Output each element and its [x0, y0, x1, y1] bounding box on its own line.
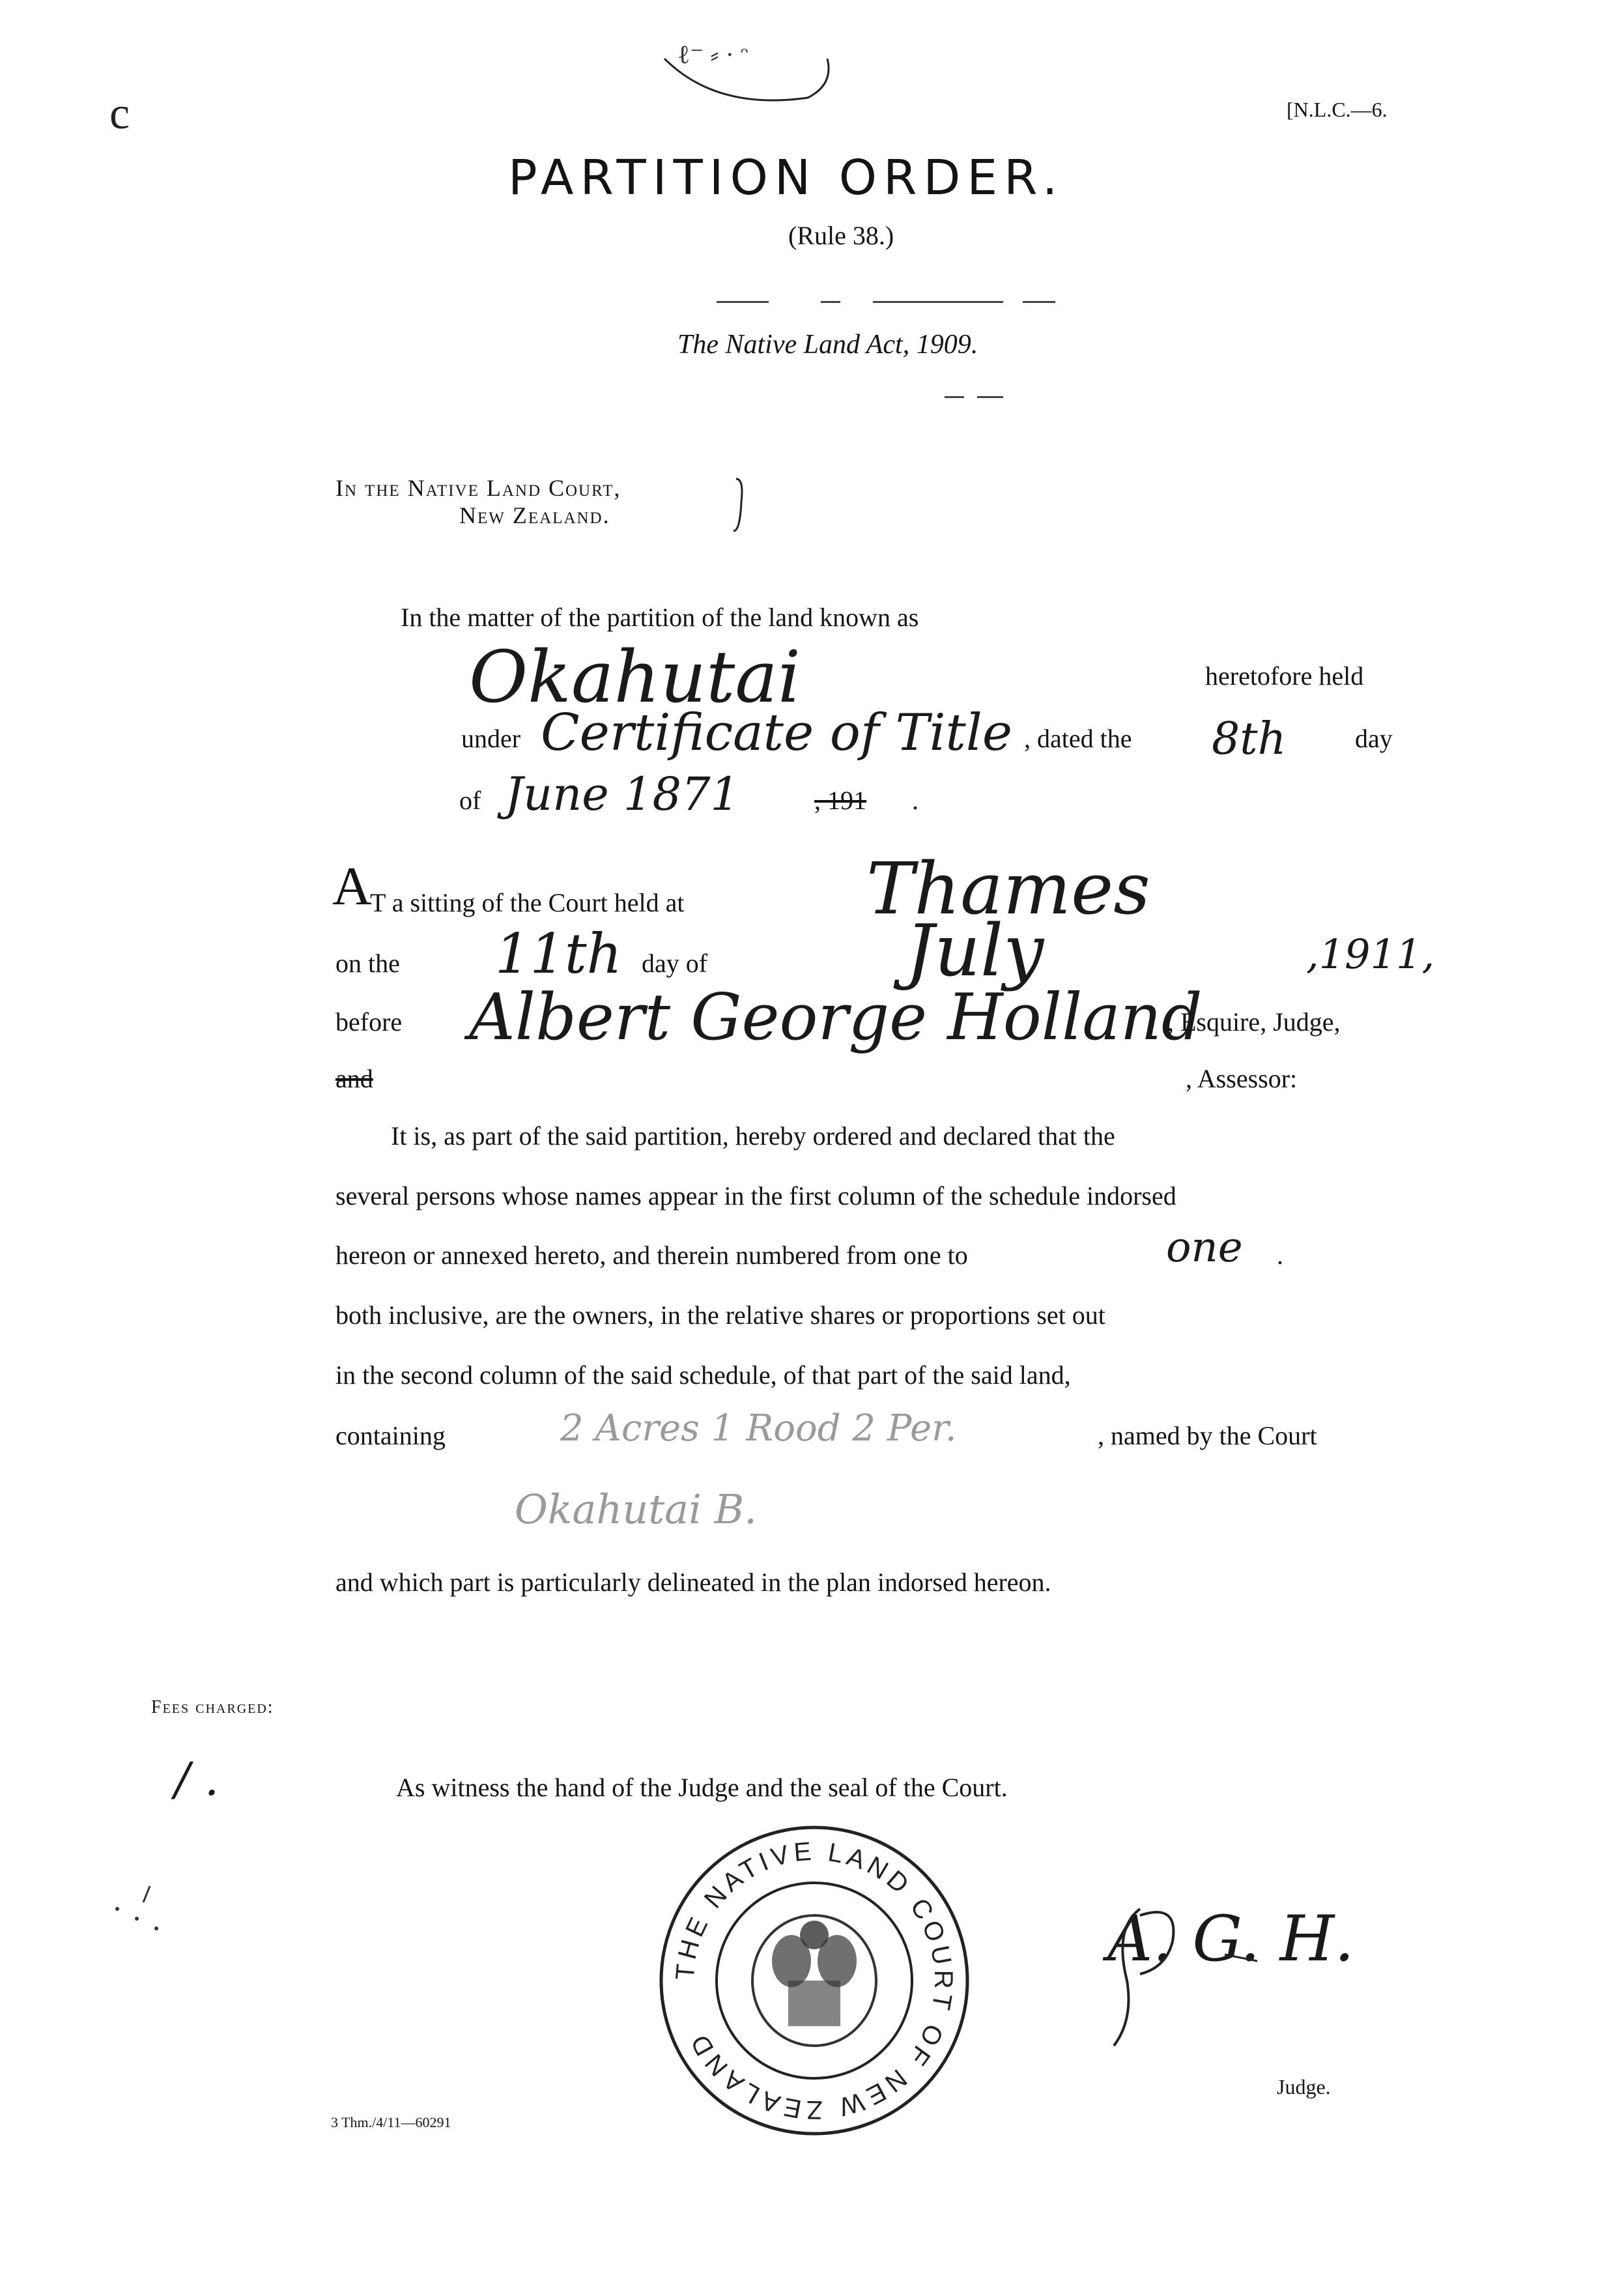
- day-of-label: day of: [642, 949, 708, 978]
- assessor-label: , Assessor:: [1186, 1064, 1298, 1093]
- year-printed: , 191: [814, 786, 866, 815]
- divider: [945, 396, 964, 398]
- page-title: PARTITION ORDER.: [508, 150, 1064, 206]
- judge-signature: A. G. H.: [1107, 1902, 1354, 1975]
- before-label: before: [335, 1007, 403, 1037]
- judge-label: Judge.: [1277, 2075, 1331, 2098]
- witness-line: As witness the hand of the Judge and the seal of the Court.: [396, 1773, 1008, 1802]
- body-line-3-end: .: [1277, 1240, 1283, 1270]
- court-line-2: New Zealand.: [459, 502, 610, 528]
- judge-name: Albert George Holland: [469, 981, 1203, 1055]
- under-label: under: [461, 724, 521, 753]
- divider: [873, 301, 1003, 303]
- month-year: June 1871: [505, 767, 740, 821]
- body-line-3: hereon or annexed hereto, and therein numbered from one to: [335, 1240, 968, 1270]
- body-line-5: in the second column of the said schedule, of that part of the said land,: [335, 1360, 1071, 1390]
- sitting-day: 11th: [495, 922, 622, 986]
- named-by-court-label: , named by the Court: [1098, 1421, 1317, 1450]
- rule-reference: (Rule 38.): [788, 221, 894, 250]
- body-line-7: and which part is particularly delineated in the plan indorsed hereon.: [335, 1568, 1051, 1597]
- owner-count: one: [1166, 1224, 1243, 1272]
- body-line-2: several persons whose names appear in the first column of the schedule indorsed: [335, 1181, 1176, 1210]
- drop-cap: A: [332, 856, 372, 917]
- containing-label: containing: [335, 1421, 446, 1450]
- heretofore-label: heretofore held: [1205, 661, 1364, 691]
- court-line-1: In the Native Land Court,: [335, 475, 621, 501]
- partition-name: Okahutai B.: [515, 1485, 757, 1533]
- fees-value: / .: [175, 1753, 220, 1806]
- sitting-place: Thames: [866, 847, 1150, 930]
- divider: [977, 396, 1003, 398]
- on-the-label: on the: [335, 949, 400, 978]
- signature-flourish: [1101, 1889, 1361, 2059]
- court-seal: [651, 1818, 977, 2143]
- margin-marks: [104, 1883, 195, 1955]
- dated-the-label: , dated the: [1024, 724, 1132, 753]
- corner-mark: c: [109, 89, 130, 139]
- period: .: [912, 786, 919, 815]
- form-code: [N.L.C.—6.: [1287, 98, 1388, 121]
- dated-day: 8th: [1212, 713, 1287, 765]
- body-line-1: It is, as part of the said partition, hereby ordered and declared that the: [391, 1121, 1115, 1151]
- divider: [1023, 301, 1055, 303]
- act-title: The Native Land Act, 1909.: [677, 330, 978, 360]
- land-name: Okahutai: [469, 635, 801, 719]
- body-line-4: both inclusive, are the owners, in the relative shares or proportions set out: [335, 1300, 1105, 1330]
- of-label: of: [459, 786, 481, 815]
- sitting-year: ,1911,: [1306, 930, 1435, 978]
- title-document: Certificate of Title: [541, 704, 1012, 762]
- divider: [821, 301, 840, 303]
- and-label: and: [335, 1064, 373, 1093]
- top-scribble: ℓ⁻ ⸗ · ᵔ: [677, 40, 748, 69]
- day-label: day: [1355, 724, 1393, 753]
- matter-intro: In the matter of the partition of the land known as: [401, 603, 919, 632]
- esquire-judge-label: , Esquire, Judge,: [1167, 1007, 1341, 1037]
- top-scribble-arc: [651, 46, 847, 111]
- print-reference: 3 Thm./4/11—60291: [331, 2114, 451, 2130]
- sitting-month: July: [905, 909, 1044, 992]
- court-brace: [730, 476, 749, 534]
- sitting-text: T a sitting of the Court held at: [370, 888, 685, 917]
- land-area: 2 Acres 1 Rood 2 Per.: [560, 1407, 957, 1450]
- fees-label: Fees charged:: [151, 1697, 274, 1717]
- divider: [717, 301, 769, 303]
- svg-text:THE NATIVE LAND COURT OF NEW Z: THE NATIVE LAND COURT OF NEW ZEALAND: [670, 1837, 958, 2125]
